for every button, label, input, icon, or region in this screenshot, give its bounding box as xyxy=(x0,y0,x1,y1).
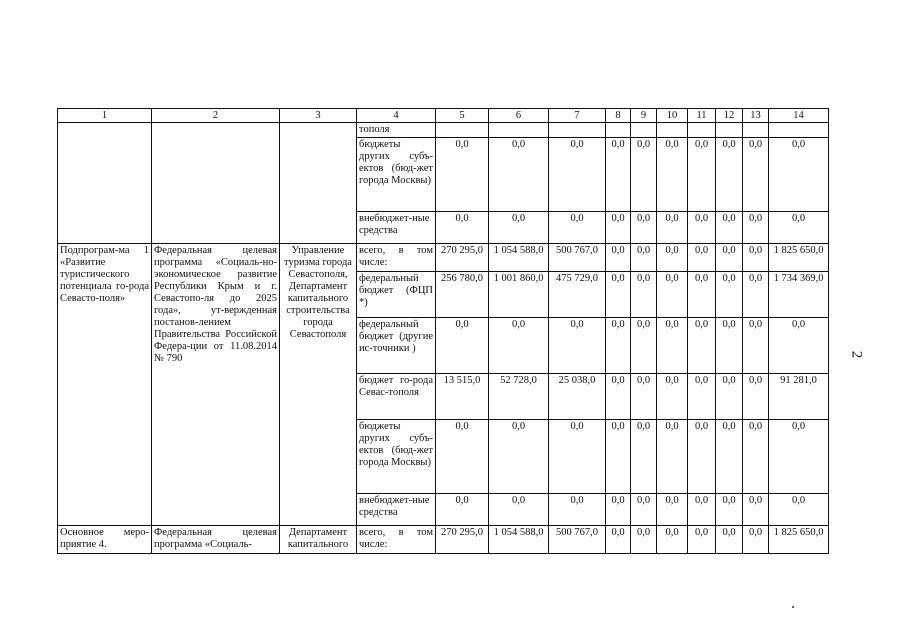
funding-source-cell: тополя xyxy=(357,123,436,138)
amount-cell: 0,0 xyxy=(549,138,606,212)
amount-cell xyxy=(436,123,489,138)
amount-cell: 0,0 xyxy=(716,526,743,554)
amount-cell: 0,0 xyxy=(688,212,716,244)
amount-cell: 0,0 xyxy=(716,272,743,318)
amount-cell: 0,0 xyxy=(716,374,743,420)
amount-cell: 0,0 xyxy=(743,212,769,244)
amount-cell: 0,0 xyxy=(657,420,688,494)
amount-cell: 0,0 xyxy=(606,526,631,554)
amount-cell: 25 038,0 xyxy=(549,374,606,420)
amount-cell: 0,0 xyxy=(436,318,489,374)
header-cell-9: 9 xyxy=(631,109,657,123)
amount-cell xyxy=(688,123,716,138)
amount-cell: 0,0 xyxy=(549,318,606,374)
amount-cell: 1 054 588,0 xyxy=(489,526,549,554)
amount-cell: 0,0 xyxy=(743,374,769,420)
header-cell-2: 2 xyxy=(152,109,280,123)
header-cell-12: 12 xyxy=(716,109,743,123)
amount-cell: 0,0 xyxy=(606,318,631,374)
amount-cell: 0,0 xyxy=(657,212,688,244)
amount-cell xyxy=(743,123,769,138)
program-basis-cell xyxy=(152,123,280,244)
amount-cell: 256 780,0 xyxy=(436,272,489,318)
amount-cell: 500 767,0 xyxy=(549,526,606,554)
header-cell-4: 4 xyxy=(357,109,436,123)
amount-cell: 0,0 xyxy=(716,138,743,212)
table-row xyxy=(58,123,829,138)
budget-table xyxy=(57,108,829,554)
amount-cell: 0,0 xyxy=(743,420,769,494)
amount-cell xyxy=(631,123,657,138)
program-name-cell xyxy=(58,123,152,244)
amount-cell: 0,0 xyxy=(631,318,657,374)
amount-cell: 0,0 xyxy=(436,212,489,244)
amount-cell: 0,0 xyxy=(631,526,657,554)
amount-cell: 0,0 xyxy=(436,494,489,526)
amount-cell xyxy=(606,123,631,138)
amount-cell: 0,0 xyxy=(631,494,657,526)
table-row xyxy=(58,244,829,272)
funding-source-cell: внебюджет-ные средства xyxy=(357,212,436,244)
program-basis-cell: Федеральная целевая программа «Социаль- xyxy=(152,526,280,554)
budget-table-container xyxy=(57,108,829,554)
header-cell-5: 5 xyxy=(436,109,489,123)
amount-cell: 0,0 xyxy=(743,244,769,272)
amount-cell xyxy=(657,123,688,138)
executor-cell xyxy=(280,123,357,244)
amount-cell: 0,0 xyxy=(631,244,657,272)
header-cell-1: 1 xyxy=(58,109,152,123)
amount-cell: 0,0 xyxy=(657,138,688,212)
header-cell-7: 7 xyxy=(549,109,606,123)
amount-cell: 1 825 650,0 xyxy=(769,526,829,554)
amount-cell: 270 295,0 xyxy=(436,526,489,554)
header-cell-14: 14 xyxy=(769,109,829,123)
amount-cell: 0,0 xyxy=(769,212,829,244)
amount-cell: 0,0 xyxy=(769,494,829,526)
amount-cell: 0,0 xyxy=(436,420,489,494)
header-cell-13: 13 xyxy=(743,109,769,123)
amount-cell: 0,0 xyxy=(631,272,657,318)
amount-cell: 0,0 xyxy=(688,244,716,272)
funding-source-cell: бюджет го-рода Севас-тополя xyxy=(357,374,436,420)
amount-cell: 0,0 xyxy=(769,420,829,494)
funding-source-cell: федеральный бюджет (ФЦП *) xyxy=(357,272,436,318)
funding-source-cell: бюджеты других субъ-ектов (бюд-жет города Москвы) xyxy=(357,420,436,494)
amount-cell: 0,0 xyxy=(769,138,829,212)
amount-cell: 0,0 xyxy=(549,420,606,494)
funding-source-cell: всего, в том числе: xyxy=(357,244,436,272)
amount-cell: 0,0 xyxy=(489,318,549,374)
executor-cell: Управление туризма города Севастополя, Департамент капитального строительства города Севастополя xyxy=(280,244,357,526)
amount-cell: 0,0 xyxy=(743,318,769,374)
amount-cell: 1 734 369,0 xyxy=(769,272,829,318)
amount-cell: 0,0 xyxy=(606,272,631,318)
amount-cell: 0,0 xyxy=(657,318,688,374)
amount-cell: 1 825 650,0 xyxy=(769,244,829,272)
amount-cell xyxy=(549,123,606,138)
amount-cell: 0,0 xyxy=(631,374,657,420)
amount-cell: 0,0 xyxy=(716,318,743,374)
amount-cell: 0,0 xyxy=(688,138,716,212)
amount-cell: 0,0 xyxy=(436,138,489,212)
program-name-cell: Подпрограм-ма 1 «Развитие туристического потенциала го-рода Севасто-поля» xyxy=(58,244,152,526)
amount-cell: 0,0 xyxy=(688,526,716,554)
program-basis-cell: Федеральная целевая программа «Социаль-но-экономическое развитие Республики Крым и г. Севастопо-ля до 2025 года», ут-вержденная постанов-лением Правительства Российской Федера-ции от 11.08.2014 № 790 xyxy=(152,244,280,526)
amount-cell: 0,0 xyxy=(769,318,829,374)
funding-source-cell: всего, в том числе: xyxy=(357,526,436,554)
header-cell-3: 3 xyxy=(280,109,357,123)
amount-cell: 0,0 xyxy=(489,212,549,244)
funding-source-cell: бюджеты других субъ-ектов (бюд-жет города Москвы) xyxy=(357,138,436,212)
amount-cell: 1 054 588,0 xyxy=(489,244,549,272)
amount-cell: 0,0 xyxy=(606,420,631,494)
amount-cell: 0,0 xyxy=(688,374,716,420)
amount-cell: 0,0 xyxy=(743,138,769,212)
amount-cell: 0,0 xyxy=(606,244,631,272)
amount-cell: 0,0 xyxy=(489,494,549,526)
amount-cell: 52 728,0 xyxy=(489,374,549,420)
amount-cell xyxy=(489,123,549,138)
amount-cell: 1 001 860,0 xyxy=(489,272,549,318)
amount-cell: 0,0 xyxy=(549,212,606,244)
amount-cell: 0,0 xyxy=(716,494,743,526)
amount-cell: 0,0 xyxy=(716,244,743,272)
page-mark-dot xyxy=(792,606,794,608)
amount-cell: 0,0 xyxy=(657,494,688,526)
amount-cell: 500 767,0 xyxy=(549,244,606,272)
amount-cell: 0,0 xyxy=(688,420,716,494)
program-name-cell: Основное меро-приятие 4. xyxy=(58,526,152,554)
amount-cell: 0,0 xyxy=(606,374,631,420)
funding-source-cell: федеральный бюджет (другие ис-точники ) xyxy=(357,318,436,374)
header-cell-10: 10 xyxy=(657,109,688,123)
amount-cell: 91 281,0 xyxy=(769,374,829,420)
amount-cell: 0,0 xyxy=(549,494,606,526)
amount-cell: 0,0 xyxy=(688,494,716,526)
amount-cell xyxy=(716,123,743,138)
header-row xyxy=(58,109,829,123)
amount-cell: 0,0 xyxy=(657,526,688,554)
page-number: 2 xyxy=(848,350,865,359)
executor-cell: Департамент капитального xyxy=(280,526,357,554)
amount-cell: 0,0 xyxy=(631,212,657,244)
amount-cell: 0,0 xyxy=(657,272,688,318)
funding-source-cell: внебюджет-ные средства xyxy=(357,494,436,526)
amount-cell: 0,0 xyxy=(631,138,657,212)
amount-cell: 0,0 xyxy=(688,318,716,374)
amount-cell xyxy=(769,123,829,138)
amount-cell: 0,0 xyxy=(743,494,769,526)
amount-cell: 270 295,0 xyxy=(436,244,489,272)
header-cell-11: 11 xyxy=(688,109,716,123)
amount-cell: 0,0 xyxy=(716,212,743,244)
amount-cell: 0,0 xyxy=(489,138,549,212)
amount-cell: 0,0 xyxy=(688,272,716,318)
amount-cell: 0,0 xyxy=(631,420,657,494)
amount-cell: 0,0 xyxy=(606,494,631,526)
header-cell-8: 8 xyxy=(606,109,631,123)
table-row xyxy=(58,526,829,554)
amount-cell: 0,0 xyxy=(489,420,549,494)
amount-cell: 0,0 xyxy=(743,526,769,554)
amount-cell: 0,0 xyxy=(606,212,631,244)
amount-cell: 13 515,0 xyxy=(436,374,489,420)
amount-cell: 475 729,0 xyxy=(549,272,606,318)
amount-cell: 0,0 xyxy=(657,244,688,272)
header-cell-6: 6 xyxy=(489,109,549,123)
amount-cell: 0,0 xyxy=(716,420,743,494)
amount-cell: 0,0 xyxy=(657,374,688,420)
amount-cell: 0,0 xyxy=(743,272,769,318)
amount-cell: 0,0 xyxy=(606,138,631,212)
